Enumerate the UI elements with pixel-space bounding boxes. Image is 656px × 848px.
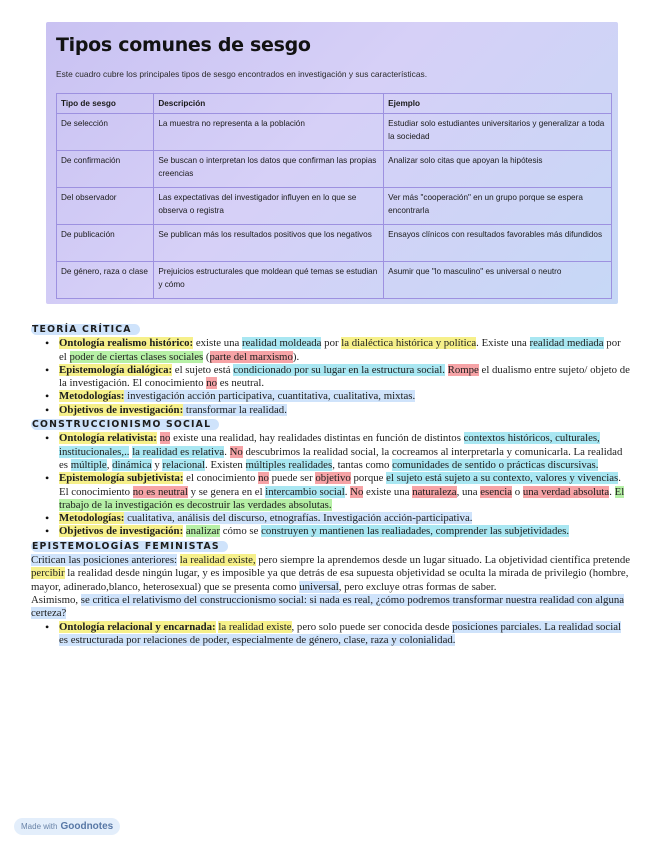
table-cell: La muestra no representa a la población [154,114,384,151]
table-cell: Del observador [57,188,154,225]
list-item: • Ontología relacional y encarnada: la realidad existe, pero solo puede ser conocida desde posiciones parciales. La realidad social es estructurada por relaciones de poder, especialmente de género, clase, raza y colonialidad. [59,621,631,648]
teoria-critica-list [31,337,631,417]
table-row [57,262,612,299]
table-header-row [57,94,612,114]
list-item: • Epistemología dialógica: el sujeto está condicionado por su lugar en la estructura social. Rompe el dualismo entre sujeto/ objeto de la investigación. El conocimiento no es neutral. [59,364,631,391]
table-row [57,151,612,188]
header-cell: Ejemplo [384,94,612,114]
list-item: • Objetivos de investigación: analizar cómo se construyen y mantienen las realiadades, comprender las subjetividades. [59,525,631,538]
table-cell: Estudiar solo estudiantes universitarios y generalizar a toda la sociedad [384,114,612,151]
table-cell: Ensayos clínicos con resultados favorables más difundidos [384,225,612,262]
table-cell: De confirmación [57,151,154,188]
bias-table [56,93,612,299]
brand-logo: Goodnotes [60,821,114,832]
bias-types-card [46,22,618,304]
list-item: • Metodologías: cualitativa, análisis del discurso, etnografías. Investigación acción-participativa. [59,512,631,525]
card-subtitle: Este cuadro cubre los principales tipos de sesgo encontrados en investigación y sus características. [56,69,428,79]
handwritten-notes [31,322,631,647]
list-item: • Ontología relativista: no existe una realidad, hay realidades distintas en función de distintos contextos históricos, culturales, institucionales,.. la realidad es relativa. No descubrimos la realidad social, la cocreamos al interpretarla y comunicarla. La realidad es múltiple, dinámica y relacional. Existen múltiples realidades, tantas como comunidades de sentido o prácticas discursivas. [59,432,631,472]
construccionismo-list [31,432,631,538]
header-cell: Tipo de sesgo [57,94,154,114]
made-with-badge[interactable]: Made with Goodnotes [14,818,120,835]
table-cell: Ver más "cooperación" en un grupo porque se espera encontrarla [384,188,612,225]
section-title-feministas: EPISTEMOLOGÍAS FEMINISTAS [31,539,631,554]
table-cell: Se buscan o interpretan los datos que confirman las propias creencias [154,151,384,188]
list-item: • Epistemología subjetivista: el conocimiento no puede ser objetivo porque el sujeto está sujeto a su contexto, valores y vivencias. El conocimiento no es neutral y se genera en el intercambio social. No existe una naturaleza, una esencia o una verdad absoluta. El trabajo de la investigación es decostruir las verdades absolutas. [59,472,631,512]
section-title-construccionismo: CONSTRUCCIONISMO SOCIAL [31,417,631,432]
table-row [57,225,612,262]
paragraph: Critican las posiciones anteriores: la realidad existe, pero siempre la aprendemos desde un lugar situado. La objetividad científica pretende percibir la realidad desde ningún lugar, y es imposible ya que detrás de esa supuesta objetividad se oculta la mirada de privilegio (hombre, mayor, adinerado,blanco, heterosexual) que se presenta como universal, pero excluye otras formas de saber. [31,554,631,593]
table-cell: De selección [57,114,154,151]
table-cell: Prejuicios estructurales que moldean qué temas se estudian y cómo [154,262,384,299]
table-cell: Se publican más los resultados positivos que los negativos [154,225,384,262]
list-item: • Metodologías: investigación acción participativa, cuantitativa, cualitativa, mixtas. [59,390,631,403]
table-row [57,114,612,151]
table-cell: Analizar solo citas que apoyan la hipótesis [384,151,612,188]
feministas-list [31,621,631,648]
table-cell: Las expectativas del investigador influyen en lo que se observa o registra [154,188,384,225]
section-title-teoria-critica: TEORÍA CRÍTICA [31,322,631,337]
card-title: Tipos comunes de sesgo [56,34,311,56]
list-item: • Ontología realismo histórico: existe una realidad moldeada por la dialéctica histórica y política. Existe una realidad mediada por el poder de ciertas clases sociales (parte del marxismo). [59,337,631,364]
table-cell: De género, raza o clase [57,262,154,299]
list-item: • Objetivos de investigación: transformar la realidad. [59,404,631,417]
table-cell: De publicación [57,225,154,262]
paragraph: Asimismo, se critica el relativismo del construccionismo social: si nada es real, ¿cómo podremos transformar nuestra realidad con alguna certeza? [31,593,625,620]
table-cell: Asumir que "lo masculino" es universal o neutro [384,262,612,299]
header-cell: Descripción [154,94,384,114]
table-row [57,188,612,225]
